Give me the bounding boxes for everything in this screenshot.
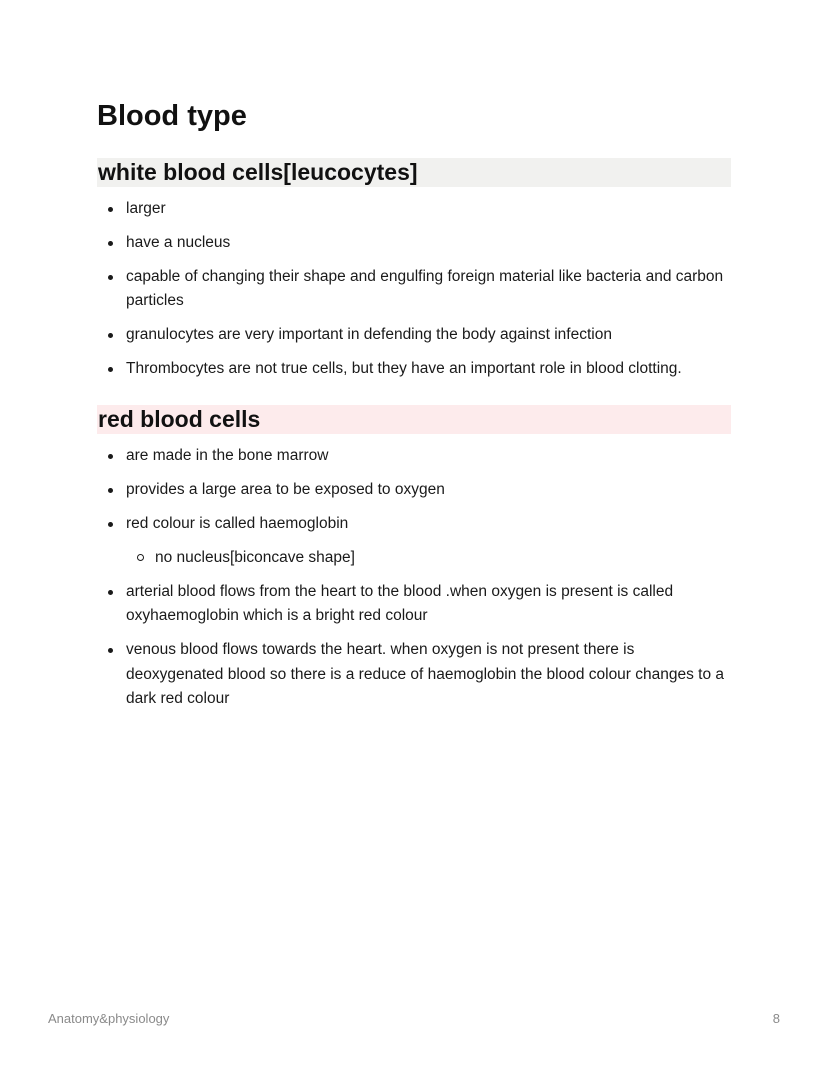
list-item: larger xyxy=(97,197,731,222)
section-heading-red-blood-cells: red blood cells xyxy=(97,405,731,434)
section-red-blood-cells xyxy=(97,405,731,712)
list-item: are made in the bone marrow xyxy=(97,444,731,469)
list-item: venous blood flows towards the heart. when oxygen is not present there is deoxygenated blood so there is a reduce of haemoglobin the blood colour changes to a dark red colour xyxy=(97,638,731,712)
footer-title: Anatomy&physiology xyxy=(48,1011,170,1026)
bullet-list-white-blood-cells xyxy=(97,197,731,382)
list-item: red colour is called haemoglobin xyxy=(97,512,731,537)
page-number: 8 xyxy=(772,1011,780,1026)
list-item: arterial blood flows from the heart to the blood .when oxygen is present is called oxyhaemoglobin which is a bright red colour xyxy=(97,580,731,629)
list-item: granulocytes are very important in defending the body against infection xyxy=(97,323,731,348)
section-heading-white-blood-cells: white blood cells[leucocytes] xyxy=(97,158,731,187)
list-item: Thrombocytes are not true cells, but they have an important role in blood clotting. xyxy=(97,357,731,382)
sub-list-item: no nucleus[biconcave shape] xyxy=(97,546,731,571)
list-item: capable of changing their shape and engulfing foreign material like bacteria and carbon particles xyxy=(97,265,731,314)
list-item: provides a large area to be exposed to oxygen xyxy=(97,478,731,503)
sub-bullet-list xyxy=(97,546,731,571)
bullet-list-red-blood-cells-continued xyxy=(97,580,731,712)
bullet-list-red-blood-cells xyxy=(97,444,731,537)
list-item: have a nucleus xyxy=(97,231,731,256)
page-title: Blood type xyxy=(97,100,247,132)
section-white-blood-cells xyxy=(97,158,731,382)
